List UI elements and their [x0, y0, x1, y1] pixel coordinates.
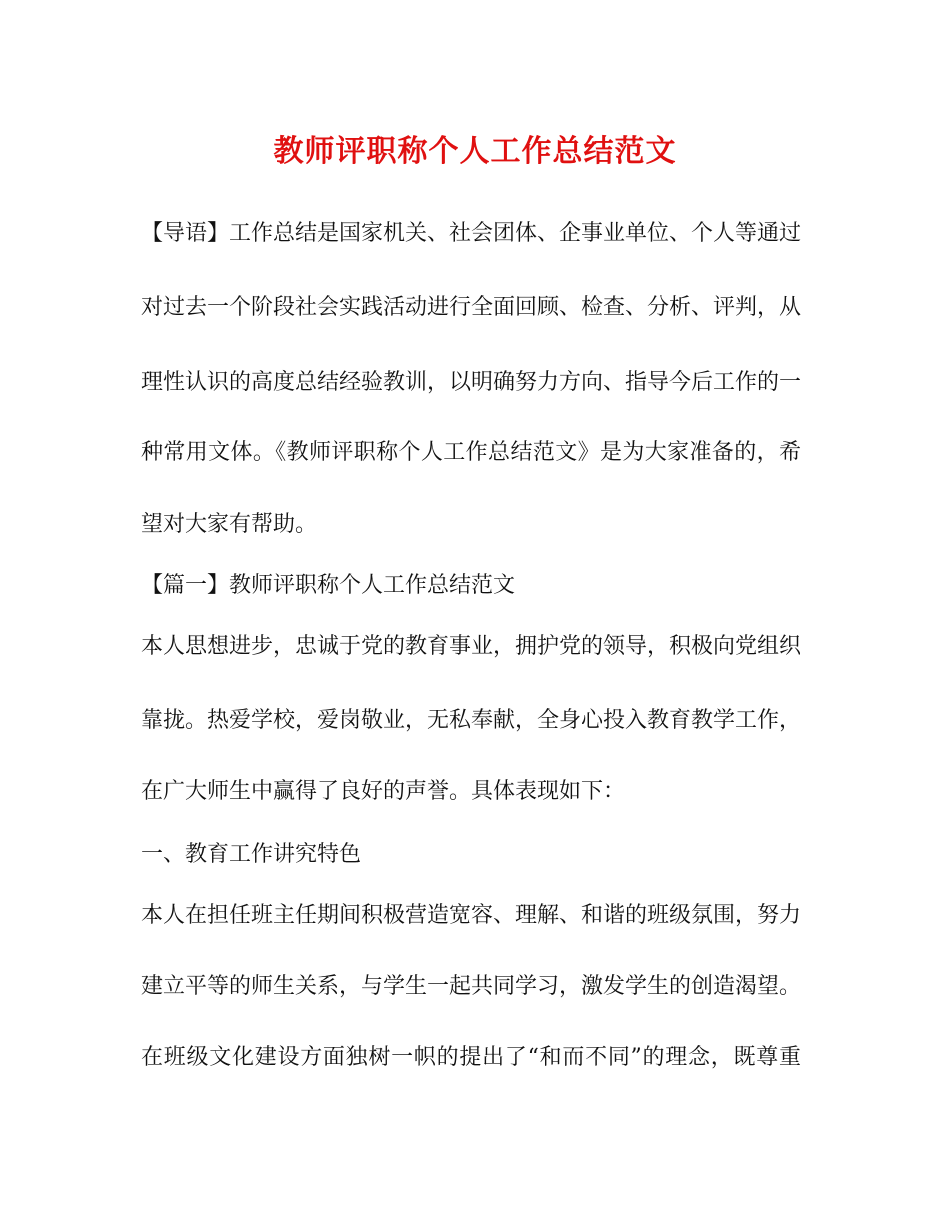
para2-line-2: 建立平等的师生关系，与学生一起共同学习，激发学生的创造渴望。	[141, 974, 801, 999]
para1-line-2: 靠拢。热爱学校，爱岗敬业，无私奉献，全身心投入教育教学工作，	[141, 708, 801, 733]
intro-line-5: 望对大家有帮助。	[141, 512, 318, 537]
document-title: 教师评职称个人工作总结范文	[273, 134, 677, 169]
intro-line-3: 理性认识的高度总结经验教训，以明确努力方向、指导今后工作的一	[141, 370, 801, 395]
intro-line-4: 种常用文体。《教师评职称个人工作总结范文》是为大家准备的，希	[141, 440, 801, 465]
para1-line-1: 本人思想进步，忠诚于党的教育事业，拥护党的领导，积极向党组织	[141, 634, 801, 659]
para2-line-1: 本人在担任班主任期间积极营造宽容、理解、和谐的班级氛围，努力	[141, 903, 801, 928]
para2-line-3: 在班级文化建设方面独树一帜的提出了“和而不同”的理念，既尊重	[141, 1045, 801, 1070]
intro-line-1: 【导语】工作总结是国家机关、社会团体、企事业单位、个人等通过	[141, 221, 801, 246]
subheading: 一、教育工作讲究特色	[141, 842, 362, 867]
para1-line-3: 在广大师生中赢得了良好的声誉。具体表现如下：	[141, 779, 626, 804]
intro-line-2: 对过去一个阶段社会实践活动进行全面回顾、检查、分析、评判，从	[141, 295, 801, 320]
section-heading: 【篇一】教师评职称个人工作总结范文	[141, 573, 516, 598]
